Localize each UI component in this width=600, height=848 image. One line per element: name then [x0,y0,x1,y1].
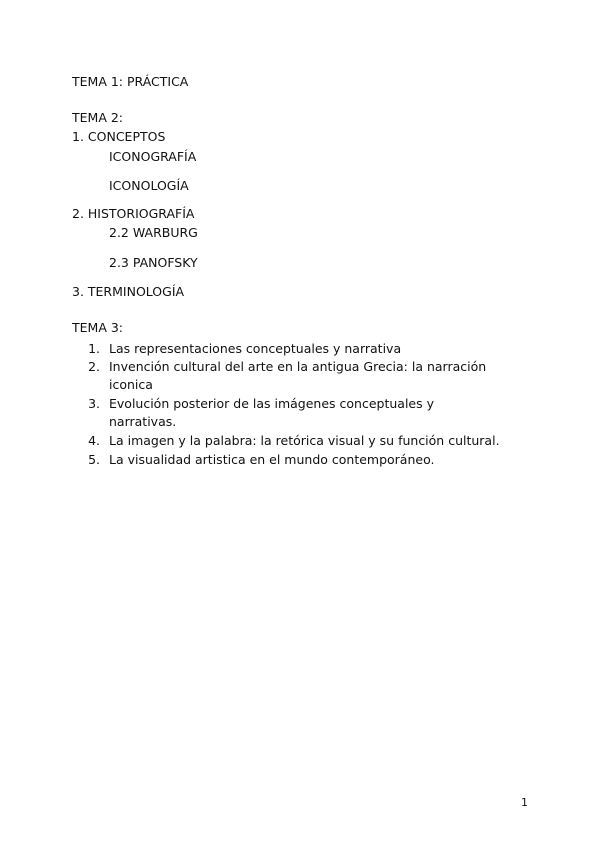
list-number: 4. [88,433,100,448]
section-terminologia: 3. TERMINOLOGÍA [72,284,185,299]
tema2-heading: TEMA 2: [72,110,124,125]
tema1-heading: TEMA 1: PRÁCTICA [72,74,189,89]
item-iconologia: ICONOLOGÍA [109,178,189,193]
list-item-continued: iconica [109,377,153,392]
list-item: Evolución posterior de las imágenes conceptuales y [109,396,435,411]
list-item-continued: narrativas. [109,414,177,429]
list-item: Invención cultural del arte en la antigua Grecia: la narración [109,359,487,374]
list-number: 2. [88,359,100,374]
list-number: 1. [88,341,100,356]
list-number: 3. [88,396,100,411]
list-item: La visualidad artistica en el mundo contemporáneo. [109,452,435,467]
list-item: La imagen y la palabra: la retórica visual y su función cultural. [109,433,500,448]
item-warburg: 2.2 WARBURG [109,225,198,240]
section-conceptos: 1. CONCEPTOS [72,129,166,144]
item-iconografia: ICONOGRAFÍA [109,149,197,164]
section-historiografia: 2. HISTORIOGRAFÍA [72,206,195,221]
list-item: Las representaciones conceptuales y narrativa [109,341,402,356]
list-number: 5. [88,452,100,467]
tema3-heading: TEMA 3: [72,320,124,335]
item-panofsky: 2.3 PANOFSKY [109,255,198,270]
page-number: 1 [521,796,528,809]
